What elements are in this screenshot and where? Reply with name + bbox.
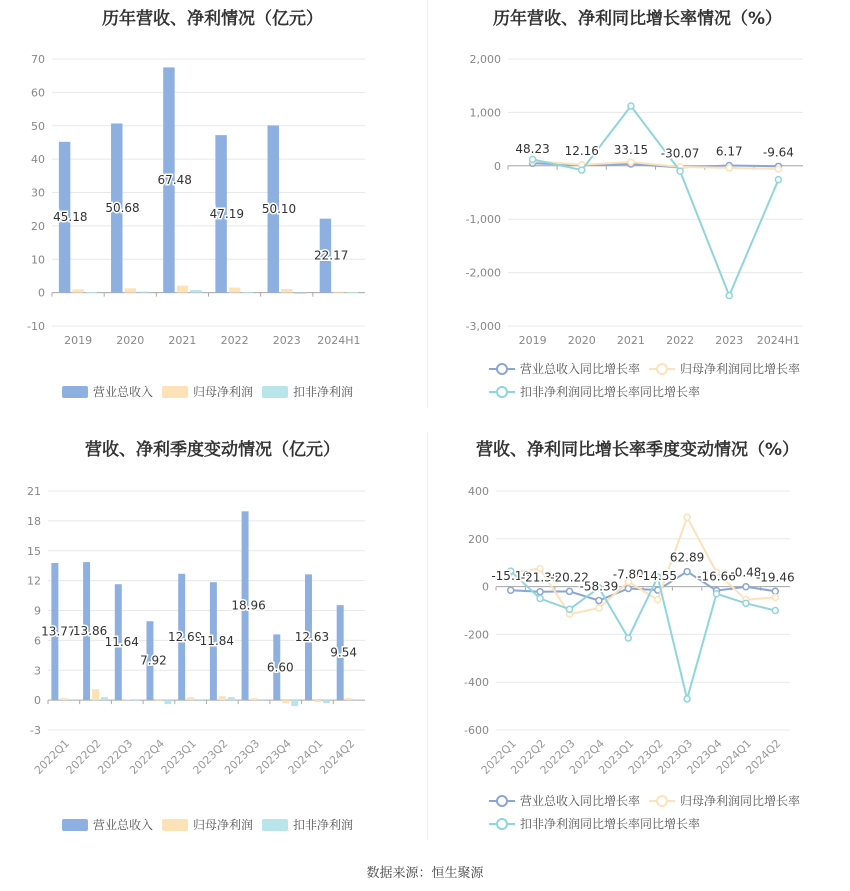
y-tick-label: -400 (464, 676, 489, 690)
x-tick-label: 2022Q4 (566, 736, 608, 777)
data-label: 67.48 (157, 173, 192, 188)
x-tick-label: 2022Q1 (478, 736, 519, 777)
legend-item-revenue-growth[interactable] (489, 792, 640, 809)
x-tick-label: 2024H1 (317, 334, 361, 347)
x-tick-label: 2021 (616, 334, 645, 347)
x-tick-label: 2020 (567, 334, 596, 347)
chart-plot (0, 430, 425, 840)
x-tick-label: 2021 (168, 334, 197, 347)
legend-label: 归母净利润 (193, 385, 254, 399)
legend-item-net-profit-growth[interactable] (649, 360, 800, 377)
chart-plot (425, 0, 850, 410)
bar (229, 288, 240, 293)
legend-label: 营业总收入 (93, 818, 154, 832)
legend-swatch (649, 795, 675, 807)
legend-swatch (162, 386, 188, 398)
legend-swatch (489, 818, 515, 830)
bar (228, 697, 235, 700)
quarterly-revenue-profit-chart (0, 430, 425, 840)
legend-item-deducted-growth[interactable] (489, 815, 700, 832)
data-label: -15.16 (491, 569, 531, 584)
data-label: 50.68 (105, 201, 140, 216)
data-label: 11.84 (199, 634, 235, 649)
data-label: 13.86 (72, 624, 108, 639)
legend-label: 扣非净利润 (293, 818, 354, 832)
bar (133, 700, 140, 701)
bar (347, 292, 358, 293)
x-tick-label: 2022 (220, 334, 249, 347)
legend-label: 归母净利润 (193, 818, 254, 832)
x-tick-label: 2024Q2 (743, 736, 784, 777)
bar (101, 697, 108, 700)
y-tick-label: 10 (31, 253, 45, 267)
y-tick-label: 40 (31, 153, 45, 167)
y-tick-label: 18 (27, 514, 41, 528)
data-point (628, 159, 634, 165)
legend-item-revenue[interactable] (62, 383, 153, 400)
data-label: 50.10 (261, 202, 297, 217)
data-point (714, 591, 720, 597)
data-label: -14.55 (638, 569, 678, 584)
bar (333, 292, 344, 293)
x-tick-label: 2023Q1 (158, 736, 199, 777)
data-label: -20.22 (550, 570, 589, 585)
data-label: 11.64 (104, 635, 139, 650)
data-label: 6.60 (266, 660, 294, 675)
data-source-note: 数据来源：恒生聚源 (366, 866, 484, 881)
x-tick-label: 2024Q1 (713, 736, 755, 777)
data-point (655, 597, 661, 603)
bar (260, 699, 267, 700)
data-label: 12.16 (564, 144, 599, 159)
data-point (772, 588, 778, 594)
x-tick-label: 2023Q4 (684, 736, 725, 777)
data-label: 6.17 (715, 144, 743, 159)
legend-swatch (262, 819, 288, 831)
chart-legend (425, 792, 850, 832)
bar (242, 292, 253, 293)
chart-legend (0, 383, 425, 399)
y-tick-label: 0 (482, 580, 489, 594)
legend-swatch (62, 386, 88, 398)
y-tick-label: 1,000 (469, 106, 501, 120)
x-tick-label: 2019 (518, 334, 547, 347)
legend-swatch (489, 386, 515, 398)
x-tick-label: 2024H1 (756, 334, 801, 347)
x-tick-label: 2023 (715, 334, 744, 347)
data-point (530, 156, 536, 162)
y-tick-label: 400 (468, 485, 489, 498)
x-tick-label: 2023Q2 (625, 736, 666, 777)
y-tick-label: 2,000 (469, 53, 501, 66)
legend-label: 营业总收入 (93, 385, 154, 399)
data-label: -21.36 (520, 570, 560, 585)
legend-item-deducted-profit[interactable] (262, 816, 353, 833)
data-point (677, 168, 683, 174)
data-point (743, 584, 749, 590)
bar (281, 289, 292, 293)
data-label: -0.48 (730, 565, 762, 580)
legend-label: 营业总收入同比增长率 (520, 362, 641, 376)
legend-item-deducted-profit[interactable] (262, 383, 353, 400)
data-label: 62.89 (669, 550, 705, 565)
bar (323, 700, 330, 703)
data-point (579, 167, 585, 173)
bar (177, 286, 188, 293)
chart-title: 历年营收、净利情况（亿元） (102, 9, 323, 29)
y-tick-label: -2,000 (465, 266, 501, 280)
x-tick-label: 2023Q4 (253, 736, 294, 777)
y-tick-label: 200 (468, 532, 489, 546)
x-tick-label: 2022 (666, 334, 695, 347)
y-tick-label: 6 (34, 634, 41, 648)
x-tick-label: 2022Q3 (537, 736, 578, 777)
legend-swatch (489, 795, 515, 807)
y-tick-label: 0 (34, 694, 41, 708)
bar (251, 698, 258, 700)
legend-label: 营业总收入同比增长率 (520, 794, 641, 808)
data-label: -19.46 (755, 570, 795, 585)
data-label: -9.64 (762, 145, 794, 160)
data-point (625, 585, 631, 591)
legend-item-revenue-growth[interactable] (489, 360, 640, 377)
data-point (628, 103, 634, 109)
legend-swatch (649, 363, 675, 375)
legend-label: 归母净利润同比增长率 (680, 794, 801, 808)
legend-label: 扣非净利润同比增长率同比增长率 (520, 817, 701, 831)
data-label: -58.39 (579, 579, 619, 594)
legend-swatch (489, 363, 515, 375)
x-tick-label: 2023Q1 (596, 736, 637, 777)
chart-plot (425, 430, 850, 840)
y-tick-label: 9 (34, 604, 41, 618)
chart-title: 营收、净利同比增长率季度变动情况（%） (475, 440, 800, 460)
data-point (684, 569, 690, 575)
x-tick-label: 2023 (272, 334, 301, 347)
bar (187, 697, 194, 700)
bar (314, 700, 321, 702)
annual-revenue-profit-chart (0, 0, 425, 410)
x-tick-label: 2022Q2 (63, 736, 104, 777)
data-label: 7.92 (140, 653, 167, 668)
bar (164, 700, 171, 704)
y-tick-label: 0 (38, 286, 45, 300)
x-tick-label: 2023Q3 (222, 736, 263, 777)
legend-item-net-profit-growth[interactable] (649, 792, 800, 809)
data-point (775, 177, 781, 183)
x-tick-label: 2024Q2 (317, 736, 358, 777)
bar (355, 699, 362, 700)
x-tick-label: 2022Q4 (127, 736, 168, 777)
data-label: 12.63 (294, 630, 330, 645)
bar (86, 292, 97, 293)
x-tick-label: 2022Q1 (31, 736, 72, 777)
data-point (775, 166, 781, 172)
bar (92, 689, 99, 700)
data-point (596, 605, 602, 611)
legend-item-net-profit[interactable] (162, 816, 253, 833)
data-point (684, 514, 690, 520)
y-tick-label: -600 (464, 724, 489, 737)
bar (291, 700, 298, 706)
legend-item-deducted-growth[interactable] (489, 383, 700, 400)
data-point (726, 165, 732, 171)
x-tick-label: 2022Q2 (508, 736, 549, 777)
bar (72, 289, 83, 292)
bar (125, 288, 136, 292)
y-tick-label: 30 (31, 186, 45, 200)
y-tick-label: 21 (27, 485, 41, 498)
legend-item-revenue[interactable] (62, 816, 153, 833)
y-tick-label: 0 (494, 159, 501, 173)
x-tick-label: 2023Q2 (190, 736, 231, 777)
bar (124, 699, 131, 700)
data-label: 48.23 (515, 142, 550, 157)
legend-label: 扣非净利润 (293, 385, 354, 399)
bar (69, 699, 76, 700)
data-label: 18.96 (231, 598, 266, 613)
legend-label: 归母净利润同比增长率 (680, 362, 801, 376)
data-point (596, 598, 602, 604)
data-point (567, 588, 573, 594)
data-point (537, 596, 543, 602)
y-tick-label: -3 (30, 724, 41, 737)
data-point (772, 594, 778, 600)
data-point (743, 600, 749, 606)
bar (155, 700, 162, 701)
y-tick-label: -200 (464, 628, 489, 642)
bar (219, 696, 226, 700)
y-tick-label: 60 (31, 86, 45, 100)
chart-plot (0, 0, 425, 410)
y-tick-label: 70 (31, 53, 45, 66)
data-label: 9.54 (330, 645, 358, 660)
data-label: 45.18 (53, 210, 88, 225)
y-tick-label: 12 (27, 574, 41, 588)
legend-swatch (162, 819, 188, 831)
data-label: -30.07 (660, 146, 700, 161)
data-point (567, 606, 573, 612)
bar (346, 698, 353, 700)
legend-swatch (262, 386, 288, 398)
y-tick-label: 50 (31, 119, 45, 133)
bar (282, 700, 289, 703)
data-point (772, 608, 778, 614)
data-label: -7.80 (612, 567, 644, 582)
x-tick-label: 2024Q1 (285, 736, 326, 777)
y-tick-label: 3 (34, 664, 41, 678)
y-tick-label: 15 (27, 544, 41, 558)
legend-swatch (62, 819, 88, 831)
y-tick-label: -1,000 (465, 213, 501, 227)
y-tick-label: -10 (27, 320, 45, 333)
data-label: 13.77 (41, 624, 76, 639)
series-line (533, 106, 779, 296)
bar (60, 698, 67, 700)
data-label: 12.69 (167, 629, 203, 644)
bar (294, 293, 305, 294)
bar (196, 700, 203, 701)
data-label: 22.17 (313, 248, 349, 263)
x-tick-label: 2022Q3 (95, 736, 136, 777)
y-tick-label: -3,000 (465, 320, 501, 333)
legend-label: 扣非净利润同比增长率同比增长率 (520, 385, 701, 399)
chart-title: 营收、净利季度变动情况（亿元） (85, 440, 340, 460)
data-point (508, 587, 514, 593)
data-point (726, 293, 732, 299)
x-tick-label: 2019 (64, 334, 93, 347)
data-label: -16.66 (697, 569, 736, 584)
data-point (537, 589, 543, 595)
data-point (625, 635, 631, 641)
data-point (684, 696, 690, 702)
data-label: 33.15 (613, 143, 649, 158)
x-tick-label: 2023Q3 (655, 736, 696, 777)
chart-legend (0, 816, 425, 832)
chart-title: 历年营收、净利同比增长率情况（%） (492, 9, 783, 29)
bar (190, 290, 201, 293)
x-tick-label: 2020 (116, 334, 145, 347)
legend-item-net-profit[interactable] (162, 383, 253, 400)
data-label: 47.19 (209, 206, 245, 221)
y-tick-label: 20 (31, 219, 45, 233)
bar (138, 292, 149, 293)
chart-legend (425, 360, 850, 400)
quarterly-growth-rate-chart (425, 430, 850, 840)
annual-growth-rate-chart (425, 0, 850, 410)
